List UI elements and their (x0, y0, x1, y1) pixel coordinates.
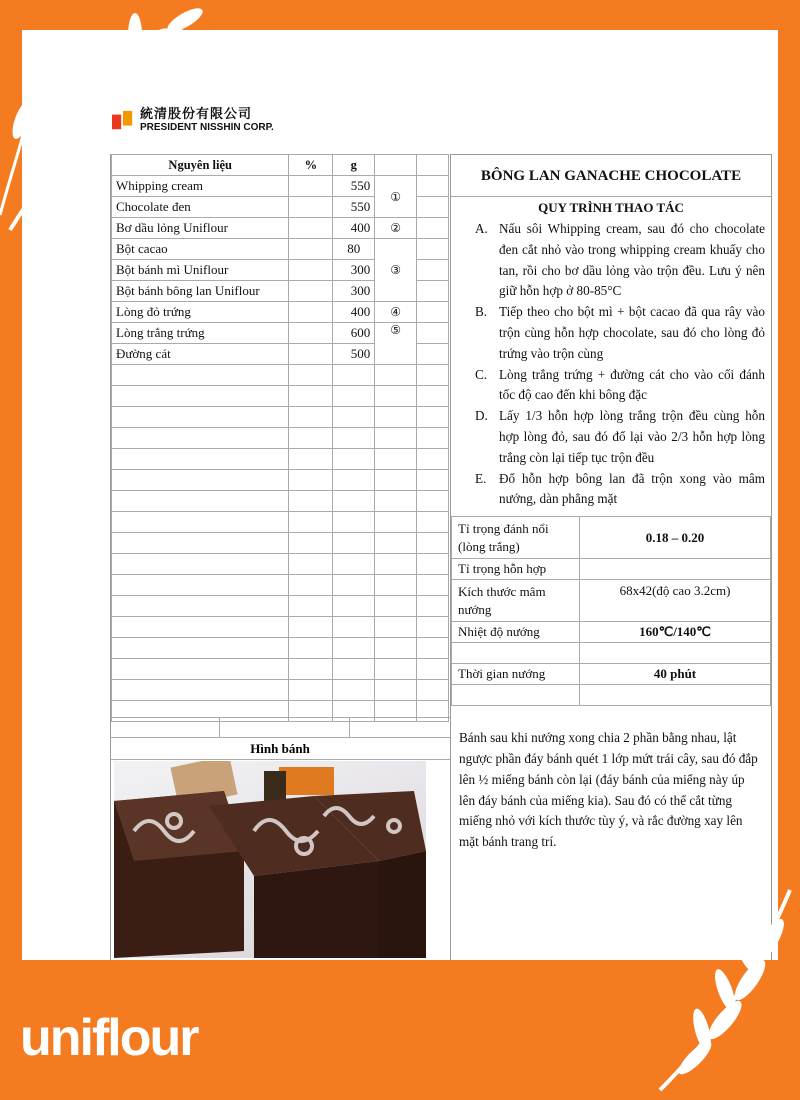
president-logo-icon (112, 110, 134, 132)
table-row-empty (112, 596, 449, 617)
ingredient-name: Whipping cream (112, 176, 289, 197)
ingredient-grams: 550 (333, 176, 375, 197)
table-row-empty (112, 638, 449, 659)
table-header-row (112, 155, 449, 176)
baking-params-table (451, 516, 771, 706)
param-value: 0.18 – 0.20 (580, 517, 771, 559)
table-row (452, 664, 771, 685)
table-row-empty (112, 617, 449, 638)
param-value (580, 643, 771, 664)
table-row-empty (112, 386, 449, 407)
table-row-empty (112, 680, 449, 701)
ingredient-grams: 550 (333, 197, 375, 218)
table-row (452, 580, 771, 622)
param-key: Thời gian nướng (452, 664, 580, 685)
table-row-empty (452, 685, 771, 706)
param-value: 68x42(độ cao 3.2cm) (580, 580, 771, 622)
table-row (112, 218, 449, 239)
param-key (452, 643, 580, 664)
step-text: Lấy 1/3 hỗn hợp lòng trắng trộn đều cùng hỗn hợp lòng đỏ, sau đó đổ lại vào 2/3 hỗn hợp lòng trắng còn lại tiếp tục trộn đều (499, 408, 765, 465)
ingredient-grams: 400 (333, 302, 375, 323)
company-name-en: PRESIDENT NISSHIN CORP. (140, 122, 274, 133)
ingredients-table (111, 154, 449, 722)
table-row (452, 643, 771, 664)
param-value (580, 559, 771, 580)
step-text: Tiếp theo cho bột mì + bột cacao đã qua rây vào trộn cùng hỗn hợp chocolate, sau đó cho lòng đỏ trứng vào trộn cùng (499, 304, 765, 361)
step-text: Đổ hỗn hợp bông lan đã trộn xong vào mâm nướng, dàn phẳng mặt (499, 470, 765, 507)
ingredient-grams: 80 (333, 239, 375, 260)
param-key: Nhiệt độ nướng (452, 622, 580, 643)
process-step (475, 365, 765, 407)
ingredient-grams: 500 (333, 344, 375, 365)
step-marker: ④ (375, 302, 417, 323)
ingredient-name: Lòng đỏ trứng (112, 302, 289, 323)
ingredient-name: Bột bánh bông lan Uniflour (112, 281, 289, 302)
step-text: Nấu sôi Whipping cream, sau đó cho chocolate đen cắt nhỏ vào trong whipping cream khuấy cho tan, rồi cho bơ dầu lỏng vào trộn đều. Lưu ý nên giữ hỗn hợp ở 80-85°C (499, 221, 765, 299)
step-letter: E. (475, 470, 487, 486)
table-row-empty (112, 659, 449, 680)
process-panel (450, 154, 772, 960)
ingredient-name: Chocolate đen (112, 197, 289, 218)
step-marker: ③ (375, 239, 417, 302)
ingredient-name: Bơ dầu lỏng Uniflour (112, 218, 289, 239)
ingredient-grams: 600 (333, 323, 375, 344)
table-row (452, 517, 771, 559)
table-row-empty (112, 470, 449, 491)
table-row-empty (112, 407, 449, 428)
ingredient-grams: 400 (333, 218, 375, 239)
process-title: QUY TRÌNH THAO TÁC (538, 200, 684, 215)
uniflour-logo: uniflour (20, 1009, 198, 1067)
ingredient-name: Đường cát (112, 344, 289, 365)
picture-section (110, 717, 450, 760)
ingredient-grams: 300 (333, 260, 375, 281)
step-text: Lòng trắng trứng + đường cát cho vào cối đánh tốc độ cao đến khi bông đặc (499, 366, 765, 403)
table-row-empty (112, 512, 449, 533)
step-letter: A. (475, 221, 488, 236)
table-row-empty (112, 533, 449, 554)
picture-label: Hình bánh (110, 738, 450, 760)
wheat-decoration-bottom-right (620, 880, 800, 1100)
company-name-cn: 統清股份有限公司 (140, 107, 253, 122)
param-key: Kích thước mâm nướng (452, 580, 580, 622)
cake-photo (114, 761, 426, 958)
header-g: g (333, 155, 375, 176)
company-logo (112, 108, 274, 133)
ingredient-name: Bột cacao (112, 239, 289, 260)
table-row (112, 176, 449, 197)
header-pct: % (289, 155, 333, 176)
step-marker: ② (375, 218, 417, 239)
param-key: Tỉ trọng hỗn hợp (452, 559, 580, 580)
table-row (112, 239, 449, 260)
cake-illustration (114, 761, 426, 958)
param-value: 40 phút (580, 664, 771, 685)
table-row (112, 302, 449, 323)
table-row-empty (112, 575, 449, 596)
step-letter: B. (475, 304, 488, 320)
table-row-empty (112, 365, 449, 386)
process-step (475, 302, 765, 364)
table-row (452, 559, 771, 580)
recipe-title: BÔNG LAN GANACHE CHOCOLATE (451, 155, 771, 197)
table-row-empty (112, 428, 449, 449)
table-row (112, 323, 449, 344)
table-row-empty (112, 554, 449, 575)
step-marker: ① (375, 176, 417, 218)
process-step (475, 406, 765, 468)
ingredient-name: Lòng trắng trứng (112, 323, 289, 344)
param-key: Tỉ trọng đánh nổi (lòng trắng) (452, 517, 580, 559)
table-row (452, 622, 771, 643)
process-step (475, 219, 765, 302)
step-letter: C. (475, 366, 488, 382)
header-name: Nguyên liệu (112, 155, 289, 176)
table-row-empty (112, 491, 449, 512)
step-marker: ⑤ (375, 323, 417, 365)
ingredient-grams: 300 (333, 281, 375, 302)
process-step (475, 469, 765, 511)
step-letter: D. (475, 408, 488, 424)
param-value: 160℃/140℃ (580, 622, 771, 643)
ingredient-name: Bột bánh mì Uniflour (112, 260, 289, 281)
process-steps (451, 219, 771, 510)
table-row-empty (112, 449, 449, 470)
finishing-note: Bánh sau khi nướng xong chia 2 phần bằng nhau, lật ngược phần đáy bánh quét 1 lớp mứt trái cây, sau đó đắp lên ½ miếng bánh còn lại (đáy bánh của miếng này úp lên đáy bánh của miếng kia). Sau đó có thể cắt từng miếng nhỏ với kích thước tùy ý, và rắc đường xay lên mặt bánh trang trí. (459, 730, 758, 850)
